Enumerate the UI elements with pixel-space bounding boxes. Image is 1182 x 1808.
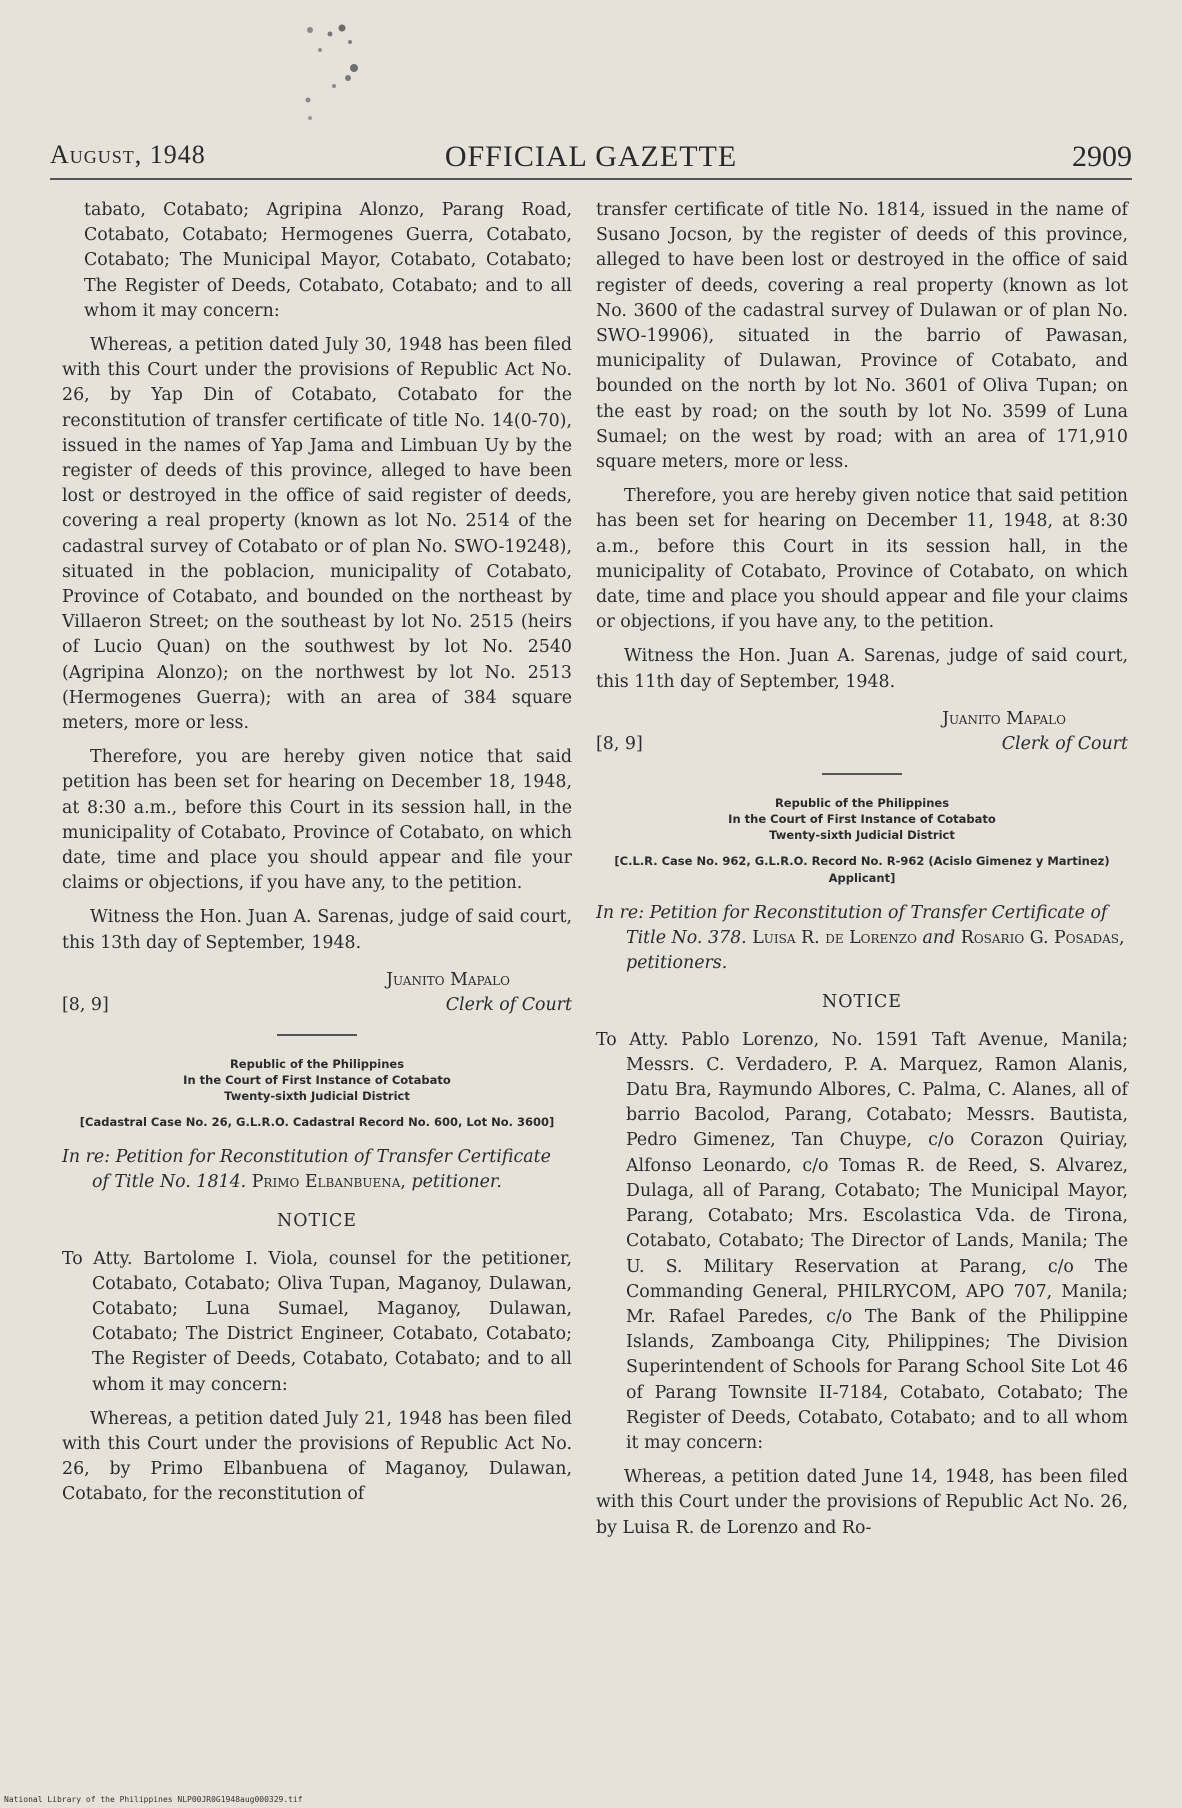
whereas-paragraph-2: Whereas, a petition dated July 21, 1948 has been filed with this Court under the provisions of Republic Act No. 26, by Primo Elbanbuena of Maganoy, Dulawan, Cotabato, for the reconstitution of <box>62 1408 572 1505</box>
court-line: Republic of the Philippines <box>229 1056 405 1071</box>
petitioner-role: petitioner. <box>411 1172 502 1193</box>
section-divider <box>277 1034 357 1036</box>
in-re-caption <box>62 1145 572 1195</box>
therefore-paragraph: Therefore, you are hereby given notice that said petition has been set for hearing on December 11, 1948, at 8:30 a.m., before this Court in its session hall, in the municipality of Cotabato, Province of Cotabato, on which date, time and place you should appear and file your claims or objections, if you have any, to the petition. <box>596 486 1128 633</box>
signer-name: Juanito Mapalo <box>942 708 1066 729</box>
in-re-text: In re: Petition for Reconstitution of Transfer Certificate of Title No. 1814. <box>62 1146 551 1193</box>
petitioners-role: petitioners. <box>626 953 728 974</box>
court-line: In the Court of First Instance of Cotabato <box>183 1072 451 1087</box>
court-line: Republic of the Philippines <box>774 795 950 810</box>
signer-role: Clerk of Court <box>445 994 572 1015</box>
section-divider <box>822 773 902 775</box>
publication-code: [8, 9] <box>596 733 643 754</box>
in-re-text: In re: Petition for Reconstitution of Transfer Certificate of Title No. 378. <box>596 902 1108 949</box>
in-re-caption <box>596 901 1128 977</box>
conjunction: and <box>922 928 956 949</box>
court-line: Twenty-sixth Judicial District <box>224 1088 410 1103</box>
right-column <box>596 198 1128 1550</box>
header-rule <box>50 178 1132 180</box>
page-number: 2909 <box>1072 140 1132 173</box>
petitioner-name-b: Rosario G. Posadas, <box>960 928 1125 949</box>
scan-footer: National Library of the Philippines NLP00JR0G1948aug000329.tif <box>4 1795 303 1804</box>
signature-block <box>596 707 1128 757</box>
witness-paragraph: Witness the Hon. Juan A. Sarenas, judge of said court, this 13th day of September, 1948. <box>62 907 572 953</box>
witness-paragraph: Witness the Hon. Juan A. Sarenas, judge of said court, this 11th day of September, 1948. <box>596 646 1128 692</box>
header-title: OFFICIAL GAZETTE <box>444 140 738 173</box>
court-line: Twenty-sixth Judicial District <box>769 827 955 842</box>
whereas-paragraph: Whereas, a petition dated July 30, 1948 has been filed with this Court under the provisions of Republic Act No. 26, by Yap Din of Cotabato, Cotabato for the reconstitution of transfer certificate of title No. 14(0-70), issued in the names of Yap Jama and Limbuan Uy by the register of deeds of this province, alleged to have been lost or destroyed in the office of said register of deeds, covering a real property (known as lot No. 2514 of the cadastral survey of Cotabato or of plan No. SWO-19248), situated in the poblacion, municipality of Cotabato, Province of Cotabato, and bounded on the northeast by Villaeron Street; on the southeast by lot No. 2515 (heirs of Lucio Quan) on the southwest by lot No. 2540 (Agripina Alonzo); on the northwest by lot No. 2513 (Hermogenes Guerra); with an area of 384 square meters, more or less. <box>62 335 572 734</box>
court-heading <box>596 795 1128 843</box>
court-heading <box>62 1056 572 1104</box>
case-reference: [Cadastral Case No. 26, G.L.R.O. Cadastral Record No. 600, Lot No. 3600] <box>79 1114 555 1129</box>
petitioner-name: Primo Elbanbuena, <box>251 1172 406 1193</box>
therefore-paragraph: Therefore, you are hereby given notice that said petition has been set for hearing on December 18, 1948, at 8:30 a.m., before this Court in its session hall, in the municipality of Cotabato, Province of Cotabato, on which date, time and place you should appear and file your claims or objections, if you have any, to the petition. <box>62 747 572 894</box>
publication-code: [8, 9] <box>62 994 109 1015</box>
header-date: August, 1948 <box>50 140 206 169</box>
court-line: In the Court of First Instance of Cotabato <box>728 811 996 826</box>
signer-role: Clerk of Court <box>1001 733 1128 754</box>
signer-name: Juanito Mapalo <box>386 969 510 990</box>
continued-paragraph: transfer certificate of title No. 1814, issued in the name of Susano Jocson, by the register of deeds of this province, alleged to have been lost or destroyed in the office of said register of deeds, covering a real property (known as lot No. 3600 of the cadastral survey of Dulawan or of plan No. SWO-19906), situated in the barrio of Pawasan, municipality of Dulawan, Province of Cotabato, and bounded on the north by lot No. 3601 of Oliva Tupan; on the east by road; on the south by lot No. 3599 of Luna Sumael; on the west by road; with an area of 171,910 square meters, more or less. <box>596 200 1128 473</box>
left-column <box>62 198 572 1517</box>
signature-block <box>62 968 572 1018</box>
whereas-paragraph: Whereas, a petition dated June 14, 1948, has been filed with this Court under the provisions of Republic Act No. 26, by Luisa R. de Lorenzo and Ro- <box>596 1467 1128 1538</box>
page-header <box>50 140 1132 180</box>
ink-stain <box>290 20 410 130</box>
to-addressees: To Atty. Bartolome I. Viola, counsel for the petitioner, Cotabato, Cotabato; Oliva Tupan, Maganoy, Dulawan, Cotabato; Luna Sumael, Maganoy, Dulawan, Cotabato; The District Engineer, Cotabato, Cotabato; The Register of Deeds, Cotabato, Cotabato; and to all whom it may concern: <box>62 1248 572 1395</box>
case-reference: [C.L.R. Case No. 962, G.L.R.O. Record No. R-962 (Acislo Gimenez y Martinez) Applicant] <box>614 853 1110 885</box>
to-addressees: To Atty. Pablo Lorenzo, No. 1591 Taft Avenue, Manila; Messrs. C. Verdadero, P. A. Marquez, Ramon Alanis, Datu Bra, Raymundo Albores, C. Palma, C. Alanes, all of barrio Bacolod, Parang, Cotabato; Messrs. Bautista, Pedro Gimenez, Tan Chuype, c/o Corazon Quiriay, Alfonso Leonardo, c/o Tomas R. de Reed, S. Alvarez, Dulaga, all of Parang, Cotabato; The Municipal Mayor, Parang, Cotabato; Mrs. Escolastica Vda. de Tirona, Cotabato, Cotabato; The Director of Lands, Manila; The U. S. Military Reservation at Parang, c/o The Commanding General, PHILRYCOM, APO 707, Manila; Mr. Rafael Paredes, c/o The Bank of the Philippine Islands, Zamboanga City, Philippines; The Division Superintendent of Schools for Parang School Site Lot 46 of Parang Townsite II-7184, Cotabato, Cotabato; The Register of Deeds, Cotabato, Cotabato; and to all whom it may concern: <box>596 1029 1128 1453</box>
addressees-continued: tabato, Cotabato; Agripina Alonzo, Parang Road, Cotabato, Cotabato; Hermogenes Guerra, Cotabato, Cotabato; The Municipal Mayor, Cotabato, Cotabato; The Register of Deeds, Cotabato, Cotabato; and to all whom it may concern: <box>84 200 572 321</box>
petitioner-name-a: Luisa R. de Lorenzo <box>752 928 917 949</box>
notice-title: NOTICE <box>822 992 902 1013</box>
notice-title: NOTICE <box>277 1211 357 1232</box>
